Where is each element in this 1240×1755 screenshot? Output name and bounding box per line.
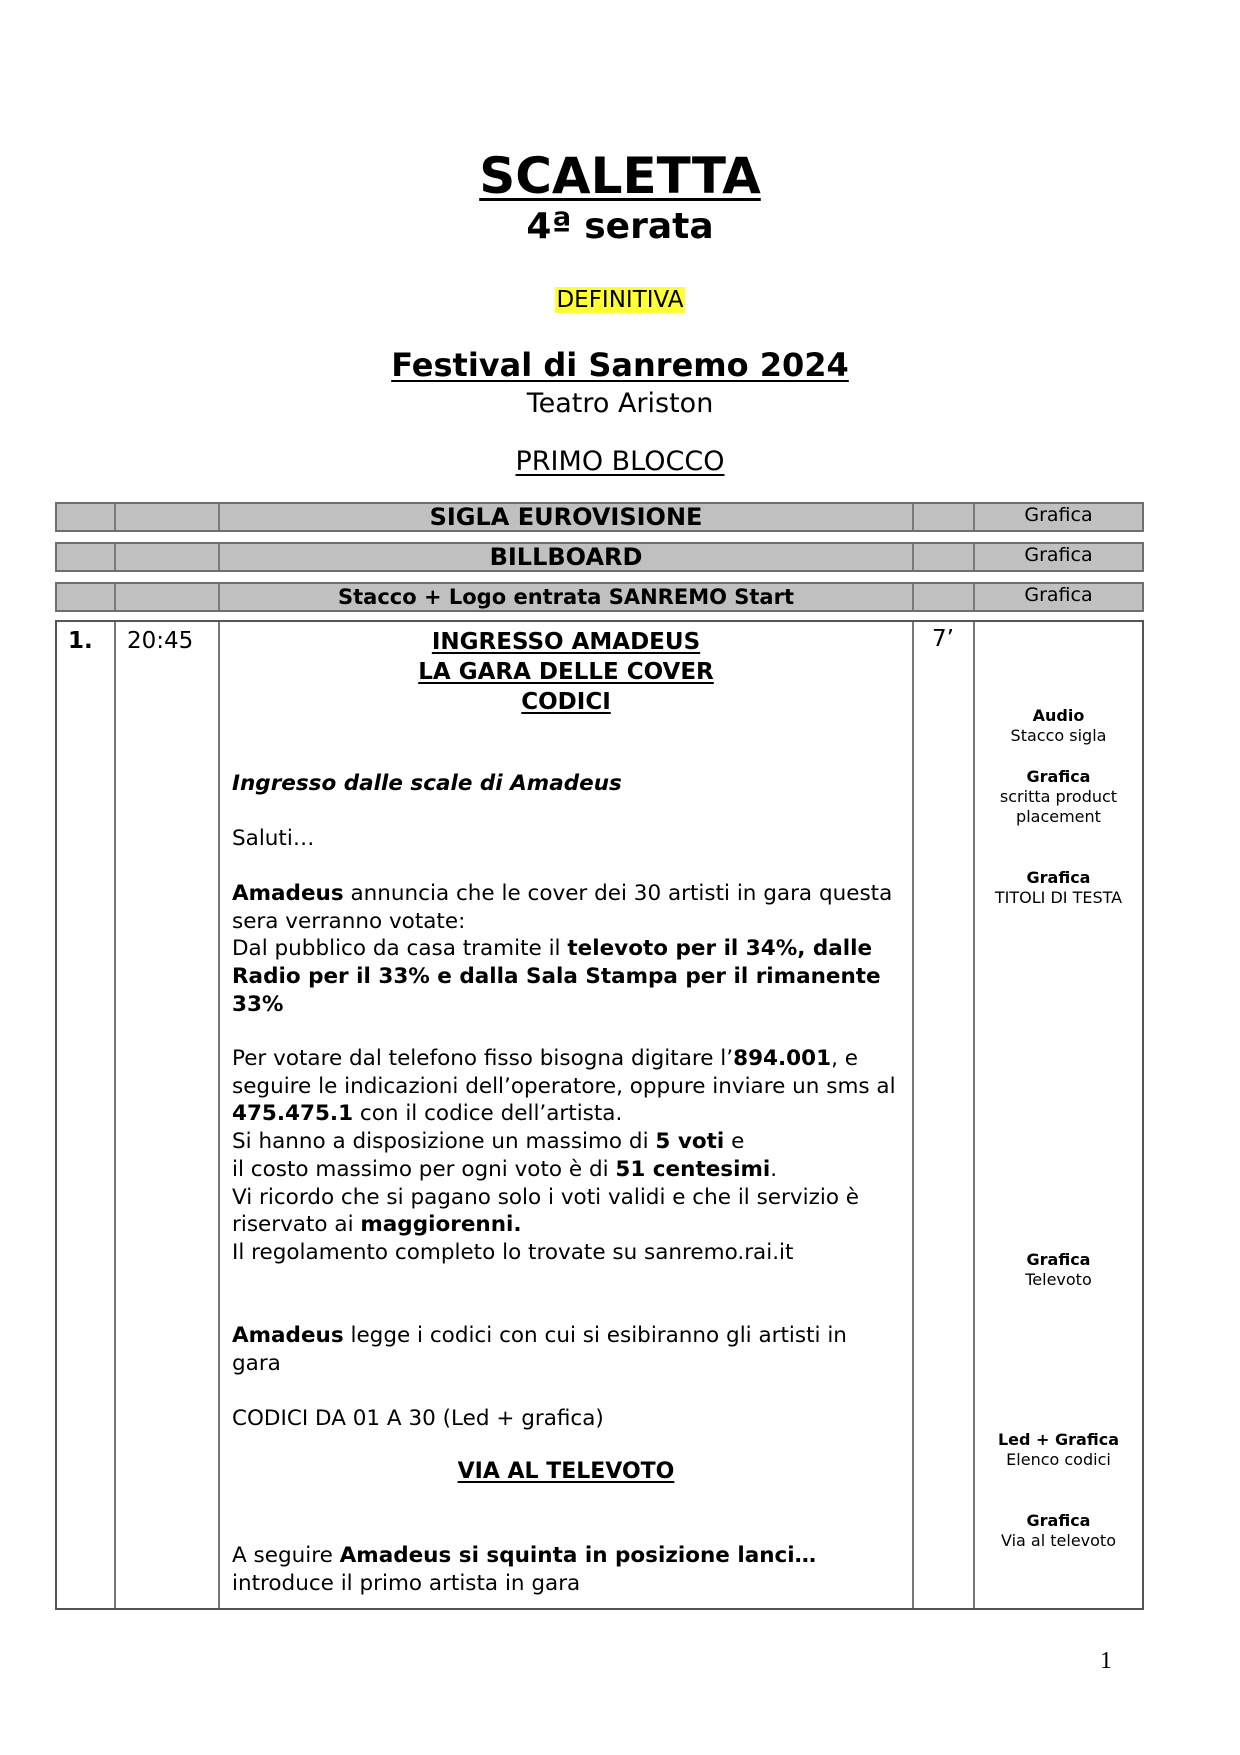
cell-duration [914,504,975,530]
status-badge: DEFINITIVA [556,287,684,313]
item-duration: 7’ [914,622,975,1608]
document-title: SCALETTA [479,147,761,205]
table-row [55,502,1144,532]
cell-title: BILLBOARD [220,544,914,570]
cue: Grafica TITOLI DI TESTA [994,868,1123,907]
cue: Grafica scritta product placement [999,767,1118,826]
heading: CODICI [521,689,611,715]
cell-number [57,584,116,610]
cell-time [116,584,220,610]
block-heading: PRIMO BLOCCO [515,446,725,477]
cell-duration [914,544,975,570]
paragraph: CODICI DA 01 A 30 (Led + grafica) [232,1406,604,1431]
cell-number [57,504,116,530]
heading: INGRESSO AMADEUS [431,629,701,655]
table-row-item-1 [55,620,1144,1610]
item-cues [975,622,1142,1608]
item-time: 20:45 [116,622,220,1608]
cell-cue: Grafica [1024,504,1093,526]
cell-cue: Grafica [1024,544,1093,566]
cell-title: SIGLA EUROVISIONE [220,504,914,530]
paragraph: Saluti… [232,826,315,851]
item-headings [220,627,912,717]
heading: LA GARA DELLE COVER [418,659,714,685]
evening-subtitle: 4ª serata [526,206,714,247]
cue: Grafica Televoto [1025,1250,1092,1289]
cell-cue: Grafica [1024,584,1093,606]
table-row [55,542,1144,572]
festival-title: Festival di Sanremo 2024 [391,346,849,384]
item-number: 1. [57,622,116,1608]
table-row [55,582,1144,612]
cell-number [57,544,116,570]
paragraph: Per votare dal telefono fisso bisogna digitare l’894.001, e seguire le indicazioni dell’operatore, oppure inviare un sms al 475.475.1 con il codice dell’artista. Si hanno a disposizione un massimo di 5 voti e il costo massimo per ogni voto è di 51 centesimi. Vi ricordo che si pagano solo i voti validi e che il servizio è riservato ai maggiorenni. Il regolamento completo lo trovate su sanremo.rai.it [232,1046,896,1265]
cell-time [116,504,220,530]
cue: Led + Grafica Elenco codici [997,1430,1119,1469]
paragraph: Amadeus annuncia che le cover dei 30 artisti in gara questa sera verranno votate: Dal pubblico da casa tramite il televoto per il 34%, dalle Radio per il 33% e dalla Sala Stampa per il rimanente 33% [232,881,893,1017]
cell-time [116,544,220,570]
via-al-televoto-heading: VIA AL TELEVOTO [457,1459,675,1484]
venue: Teatro Ariston [526,388,714,419]
cell-title: Stacco + Logo entrata SANREMO Start [220,584,914,610]
paragraph: Ingresso dalle scale di Amadeus [232,771,622,796]
cue: Grafica Via al televoto [1001,1511,1116,1550]
cue: Audio Stacco sigla [1010,706,1107,745]
page-number: 1 [1100,1648,1112,1674]
item-content [220,622,914,1608]
paragraph: A seguire Amadeus si squinta in posizione lanci… introduce il primo artista in gara [232,1543,817,1596]
paragraph: Amadeus legge i codici con cui si esibiranno gli artisti in gara [232,1323,847,1376]
cell-duration [914,584,975,610]
